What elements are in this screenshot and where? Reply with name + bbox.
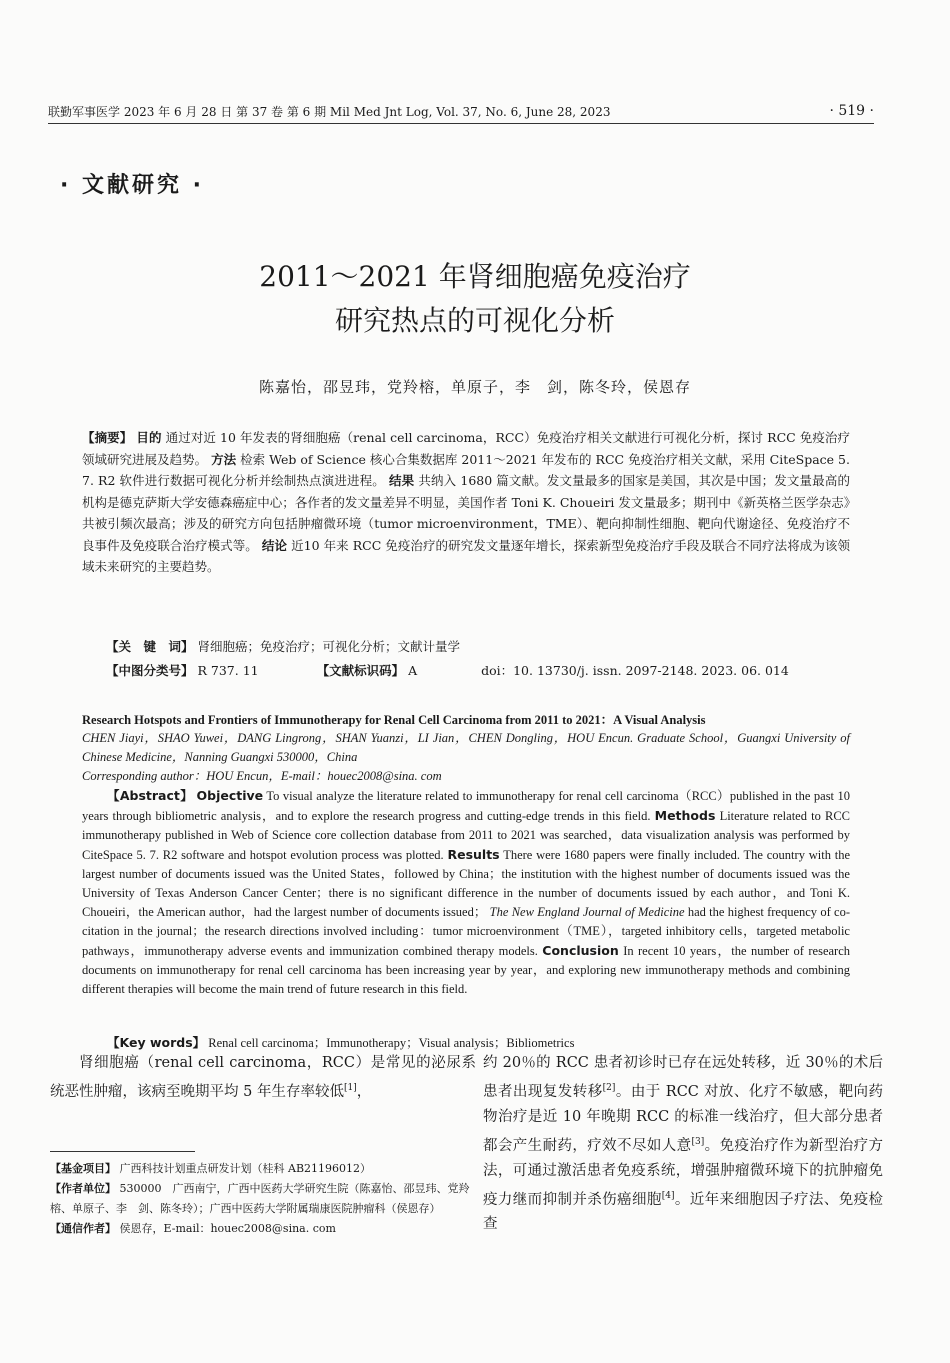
en-results-text-1: There were 1680 papers were finally included. The country with the largest number of documents issued was the United States，followed by China；the institution with the highest number of documents issued was the University of Texas Anderson Cancer Center；there is no significant difference in the number of documents issued by each author，and Toni K. Choueiri，the American author，had the largest number of documents issued； [82,848,850,919]
ref-2: [2] [602,1083,616,1093]
unit-label: 【作者单位】 [50,1182,116,1195]
english-keywords [82,1033,850,1053]
body-right-t4: 。近年来细胞因子疗法、免疫检查 [483,1191,884,1233]
body-right-t1: 约 20％的 RCC 患者初诊时已存在远处转移，近 30％的术后患者出现复发转移 [483,1055,883,1100]
en-methods-label: Methods [654,808,716,823]
fund-label: 【基金项目】 [50,1162,116,1175]
abstract-label: 【摘要】 [82,430,133,445]
section-label: · 文献研究 · [60,173,205,198]
en-keywords-value: Renal cell carcinoma；Immunotherapy；Visual analysis；Bibliometrics [208,1036,575,1050]
conclusion-label: 结论 [261,537,288,553]
methods-label: 方法 [211,451,237,467]
authors: 陈嘉怡，邵昱玮，党羚榕，单原子，李 剑，陈冬玲，侯恩存 [258,378,691,396]
body-right-t3: 。免疫治疗作为新型治疗方法，可通过激活患者免疫系统，增强肿瘤微环境下的抗肿瘤免疫力继而抑制并杀伤癌细胞 [483,1137,884,1208]
en-conclusion-label: Conclusion [542,943,619,958]
keywords-cn [106,637,460,655]
title-line-1: 2011～2021 年肾细胞癌免疫治疗 [259,260,691,293]
methods-text: 检索 Web of Science 核心合集数据库 2011～2021 年发布的 RCC 免疫治疗相关文献，采用 CiteSpace 5. 7. R2 软件进行数据可视化分析并绘制热点演进进程。 [82,451,850,488]
en-objective-text: To visual analyze the literature related to immunotherapy for renal cell carcinoma（RCC）published in the past 10 years through bibliometric analysis，and to explore the research progress and cutting-edge trends in this field. [82,789,850,823]
doc-code-value: A [408,663,418,678]
en-keywords-label: 【Key words】 [107,1035,206,1050]
footnote-rule [50,1151,195,1152]
ref-1: [1] [343,1083,357,1093]
conclusion-text: 近10 年来 RCC 免疫治疗的研究发文量逐年增长，探索新型免疫治疗手段及联合不同疗法将成为该领域未来研究的主要趋势。 [82,537,850,574]
results-text: 共纳入 1680 篇文献。发文量最多的国家是美国，其次是中国；发文量最高的机构是德克萨斯大学安德森癌症中心；各作者的发文量差异不明显，美国作者 Toni K. Choueiri 发文量最多；期刊中《新英格兰医学杂志》共被引频次最高；涉及的研究方向包括肿瘤微环境（tumor microenvironment，TME）、靶向抑制性细胞、靶向代谢途径、免疫治疗不良事件及免疫联合治疗模式等。 [82,473,850,553]
doi: doi：10. 13730/j. issn. 2097-2148. 2023. 06. 014 [481,663,789,678]
ref-4: [4] [661,1190,675,1201]
en-methods-text: Literature related to RCC immunotherapy published in Web of Science core collection database from 2011 to 2021 was searched，data visualization analysis was performed by CiteSpace 5. 7. R2 software and hotspot evolution process was plotted. [82,809,850,862]
english-corresponding: Corresponding author：HOU Encun，E-mail：houec2008@sina. com [82,769,442,783]
corr-text: 侯恩存，E-mail：houec2008@sina. com [119,1222,336,1235]
body-left-text: 肾细胞癌（renal cell carcinoma，RCC）是常见的泌尿系统恶性肿瘤，该病至晚期平均 5 年生存率较低 [50,1055,476,1100]
title-line-2: 研究热点的可视化分析 [334,304,615,337]
en-results-label: Results [447,847,500,862]
chinese-abstract [82,427,850,578]
classification-line [106,661,806,679]
unit-text: 530000 广西南宁，广西中医药大学研究生院（陈嘉怡、邵昱玮、党羚榕、单原子、李 剑、陈冬玲）；广西中医药大学附属瑞康医院肿瘤科（侯恩存） [50,1182,470,1215]
keywords-label: 【关 键 词】 [106,639,194,654]
footnotes [50,1159,476,1239]
clc-label: 【中图分类号】 [106,663,194,678]
corr-note [50,1219,476,1239]
objective-text: 通过对近 10 年发表的肾细胞癌（renal cell carcinoma，RCC）免疫治疗相关文献进行可视化分析，探讨 RCC 免疫治疗领域研究进展及趋势。 [82,430,850,467]
corr-label: 【通信作者】 [50,1222,116,1235]
en-abstract-label: 【Abstract】 [107,788,194,803]
body-right-t2: 。由于 RCC 对放、化疗不敏感，靶向药物治疗是近 10 年晚期 RCC 的标准一线治疗，但大部分患者都会产生耐药，疗效不尽如人意 [483,1083,883,1154]
english-abstract [82,786,850,999]
body-left-tail: ， [356,1083,372,1100]
doc-code-label: 【文献标识码】 [316,663,405,678]
fund-text: 广西科技计划重点研发计划（桂科 AB21196012） [119,1162,372,1175]
en-conclusion-text: In recent 10 years，the number of research documents on immunotherapy for renal cell carcinoma has been increasing year by year，and exploring new immunotherapy methods and combining different therapies will become the main trend of future research in this field. [82,944,851,996]
header-rule [48,123,874,124]
en-results-text-2: had the highest frequency of co-citation in the journal；the research directions involved including：tumor microenvironment（TME），targeted inhibitory cells，targeted metabolic pathways，immunotherapy adverse events and immunization combined therapy models. [82,905,850,958]
en-journal-name: The New England Journal of Medicine [489,905,685,919]
body-text-right [483,1051,883,1237]
fund-note [50,1159,476,1179]
english-authors: CHEN Jiayi，SHAO Yuwei，DANG Lingrong，SHAN Yuanzi，LI Jian，CHEN Dongling，HOU Encun. Graduate School，Guangxi University of Chinese Medicine，Nanning Guangxi 530000，China [82,731,850,764]
en-objective-label: Objective [196,788,264,803]
english-title: Research Hotspots and Frontiers of Immunotherapy for Renal Cell Carcinoma from 2011 to 2021：A Visual Analysis [82,713,706,727]
results-label: 结果 [388,473,415,488]
keywords-value: 肾细胞癌；免疫治疗；可视化分析；文献计量学 [197,639,461,654]
unit-note [50,1179,476,1219]
objective-label: 目的 [136,430,162,445]
ref-3: [3] [691,1136,705,1147]
journal-citation: 联勤军事医学 2023 年 6 月 28 日 第 37 卷 第 6 期 Mil Med Jnt Log, Vol. 37, No. 6, June 28, 2023 [48,105,611,119]
page-number: · 519 · [829,103,874,119]
clc-value: R 737. 11 [197,663,259,678]
body-text-left [50,1051,476,1105]
